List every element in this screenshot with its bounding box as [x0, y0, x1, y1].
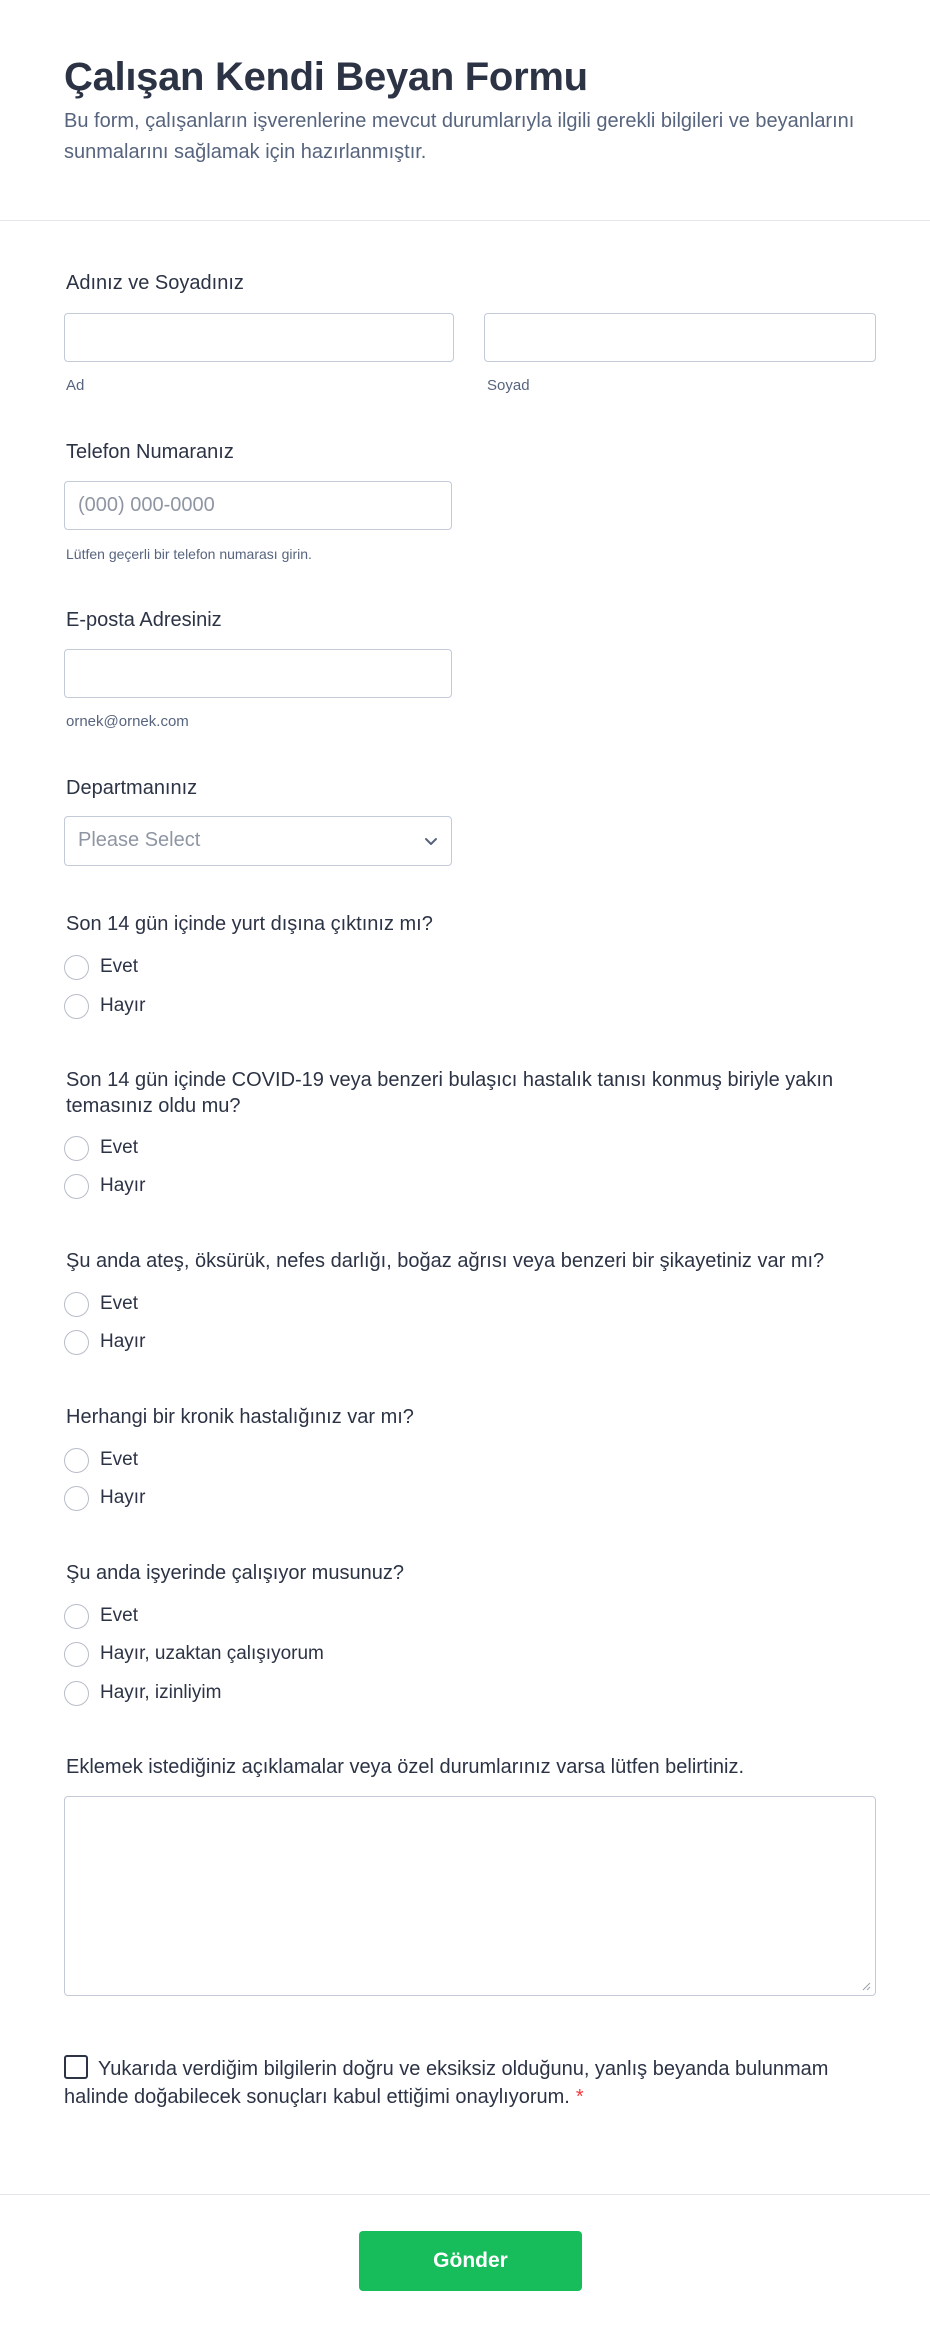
radio-button[interactable] [64, 1174, 89, 1199]
chevron-down-icon [423, 833, 439, 849]
email-input[interactable] [64, 649, 452, 698]
radio-label: Hayır, izinliyim [100, 1682, 222, 1703]
footer-divider [0, 2194, 930, 2195]
radio-button[interactable] [64, 994, 89, 1019]
radio-option[interactable] [64, 1329, 145, 1355]
radio-option[interactable] [64, 1135, 138, 1161]
question-chronic: Herhangi bir kronik hastalığınız var mı? [66, 1406, 414, 1428]
radio-button[interactable] [64, 1642, 89, 1667]
radio-option[interactable] [64, 954, 138, 980]
radio-label: Evet [100, 956, 139, 977]
last-name-input[interactable] [484, 313, 876, 362]
form-title: Çalışan Kendi Beyan Formu [64, 55, 588, 99]
question-symptoms: Şu anda ateş, öksürük, nefes darlığı, boğaz ağrısı veya benzeri bir şikayetiniz var mı? [66, 1250, 825, 1272]
phone-label: Telefon Numaranız [66, 441, 234, 463]
radio-label: Evet [100, 1293, 139, 1314]
radio-label: Hayır [100, 1331, 146, 1352]
radio-option[interactable] [64, 1173, 145, 1199]
department-label: Departmanınız [66, 777, 198, 799]
radio-label: Hayır [100, 995, 146, 1016]
last-name-sublabel: Soyad [487, 377, 530, 394]
email-sublabel: ornek@ornek.com [66, 713, 189, 730]
first-name-input[interactable] [64, 313, 454, 362]
resize-handle-icon[interactable] [861, 1981, 871, 1991]
department-selected-value: Please Select [78, 829, 201, 851]
question-abroad: Son 14 gün içinde yurt dışına çıktınız mı? [66, 913, 433, 935]
radio-label: Evet [100, 1449, 139, 1470]
radio-option[interactable] [64, 1603, 138, 1629]
question-contact: Son 14 gün içinde COVID-19 veya benzeri bulaşıcı hastalık tanısı konmuş biriyle yakın temasınız oldu mu? [66, 1069, 834, 1117]
phone-input[interactable] [64, 481, 452, 530]
radio-button[interactable] [64, 1681, 89, 1706]
radio-option[interactable] [64, 1291, 138, 1317]
radio-button[interactable] [64, 1604, 89, 1629]
question-working: Şu anda işyerinde çalışıyor musunuz? [66, 1562, 404, 1584]
form-header [64, 52, 884, 168]
radio-option[interactable] [64, 993, 145, 1019]
header-divider [0, 220, 930, 221]
radio-button[interactable] [64, 1292, 89, 1317]
department-select[interactable] [64, 816, 452, 866]
radio-label: Hayır, uzaktan çalışıyorum [100, 1643, 324, 1664]
consent-checkbox[interactable] [64, 2055, 88, 2079]
phone-sublabel: Lütfen geçerli bir telefon numarası girin. [66, 546, 312, 562]
radio-label: Hayır [100, 1175, 146, 1196]
submit-button[interactable]: Gönder [359, 2231, 582, 2291]
radio-option[interactable] [64, 1680, 221, 1706]
comments-label: Eklemek istediğiniz açıklamalar veya özel durumlarınız varsa lütfen belirtiniz. [66, 1756, 745, 1778]
radio-label: Hayır [100, 1487, 146, 1508]
radio-button[interactable] [64, 955, 89, 980]
name-label: Adınız ve Soyadınız [66, 272, 244, 294]
form-description: Bu form, çalışanların işverenlerine mevcut durumlarıyla ilgili gerekli bilgileri ve beyanlarını sunmalarını sağlamak için hazırlanmıştır. [64, 110, 855, 163]
radio-option[interactable] [64, 1447, 138, 1473]
comments-textarea[interactable] [64, 1796, 876, 1996]
radio-button[interactable] [64, 1486, 89, 1511]
required-mark: * [575, 2086, 584, 2108]
radio-label: Evet [100, 1605, 139, 1626]
radio-button[interactable] [64, 1136, 89, 1161]
email-label: E-posta Adresiniz [66, 609, 222, 631]
consent-field [64, 2055, 844, 2111]
consent-text: Yukarıda verdiğim bilgilerin doğru ve eksiksiz olduğunu, yanlış beyanda bulunmam halinde doğabilecek sonuçları kabul ettiğimi onaylıyorum. [64, 2058, 829, 2108]
first-name-sublabel: Ad [66, 377, 85, 394]
radio-button[interactable] [64, 1448, 89, 1473]
radio-option[interactable] [64, 1641, 324, 1667]
radio-option[interactable] [64, 1485, 145, 1511]
radio-label: Evet [100, 1137, 139, 1158]
radio-button[interactable] [64, 1330, 89, 1355]
